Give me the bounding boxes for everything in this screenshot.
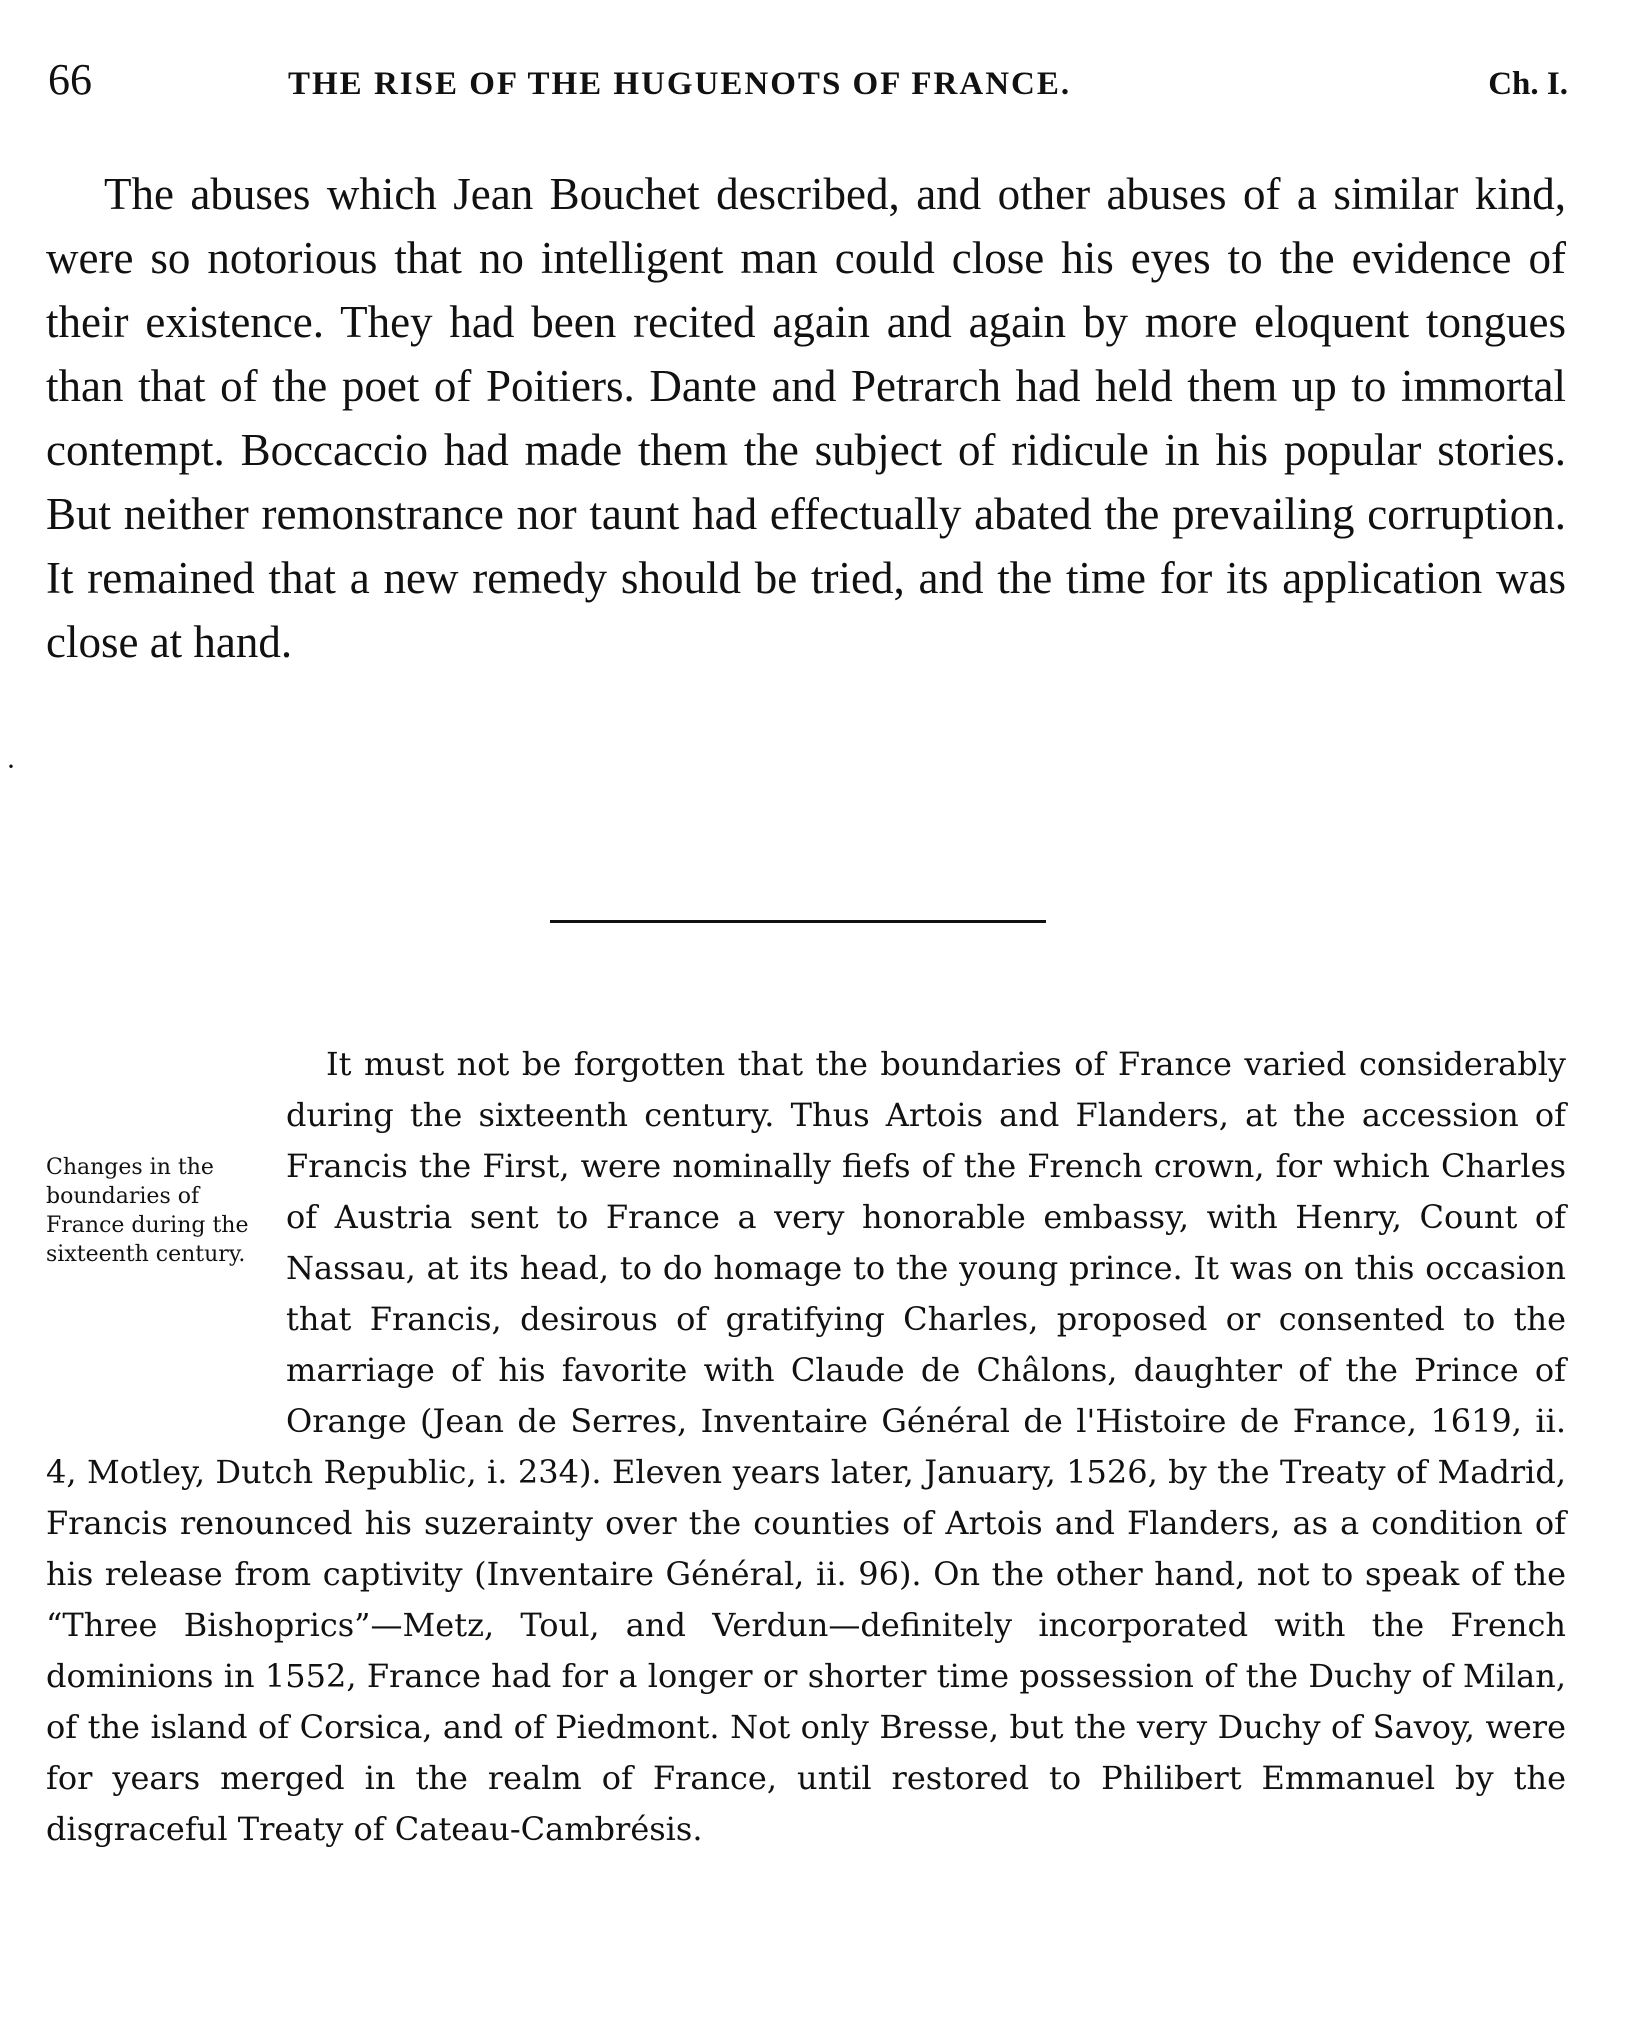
main-paragraph: The abuses which Jean Bouchet described, and other abuses of a similar kind, were so notorious that no intelligent man could close his eyes to the evidence of their existence. They had been recited again and again by more eloquent tongues than that of the poet of Poitiers. Dante and Petrarch had held them up to immortal contempt. Boccaccio had made them the subject of ridicule in his popular stories. But neither remonstrance nor taunt had effectually abated the prevailing corruption. It remained that a new remedy should be tried, and the time for its application was close at hand.	[46, 169, 1566, 667]
marginal-sidenote: Changes in the boundaries of France during the sixteenth century.	[46, 1155, 249, 1267]
page-number: 66	[48, 55, 92, 104]
section-divider	[550, 920, 1046, 923]
running-header	[48, 52, 1568, 112]
running-title: THE RISE OF THE HUGUENOTS OF FRANCE.	[288, 66, 1072, 102]
footnote	[46, 1039, 1566, 1855]
footnote-text: It must not be forgotten that the boundaries of France varied considerably during the sixteenth century. Thus Artois and Flanders, at the accession of Francis the First, were nominally fiefs of the French crown, for which Charles of Austria sent to France a very honorable embassy, with Henry, Count of Nassau, at its head, to do homage to the young prince. It was on this occasion that Francis, desirous of gratifying Charles, proposed or consented to the marriage of his favorite with Claude de Châlons, daughter of the Prince of Orange (Jean de Serres, Inventaire Général de l'Histoire de France, 1619, ii. 4, Motley, Dutch Republic, i. 234). Eleven years later, January, 1526, by the Treaty of Madrid, Francis renounced his suzerainty over the counties of Artois and Flanders, as a condition of his release from captivity (Inventaire Général, ii. 96). On the other hand, not to speak of the “Three Bishoprics”—Metz, Toul, and Verdun—definitely incorporated with the French dominions in 1552, France had for a longer or shorter time possession of the Duchy of Milan, of the island of Corsica, and of Piedmont. Not only Bresse, but the very Duchy of Savoy, were for years merged in the realm of France, until restored to Philibert Emmanuel by the disgraceful Treaty of Cateau-Cambrésis.	[46, 1045, 1566, 1848]
margin-mark: ·	[6, 750, 16, 783]
chapter-label: Ch. I.	[1488, 66, 1568, 102]
